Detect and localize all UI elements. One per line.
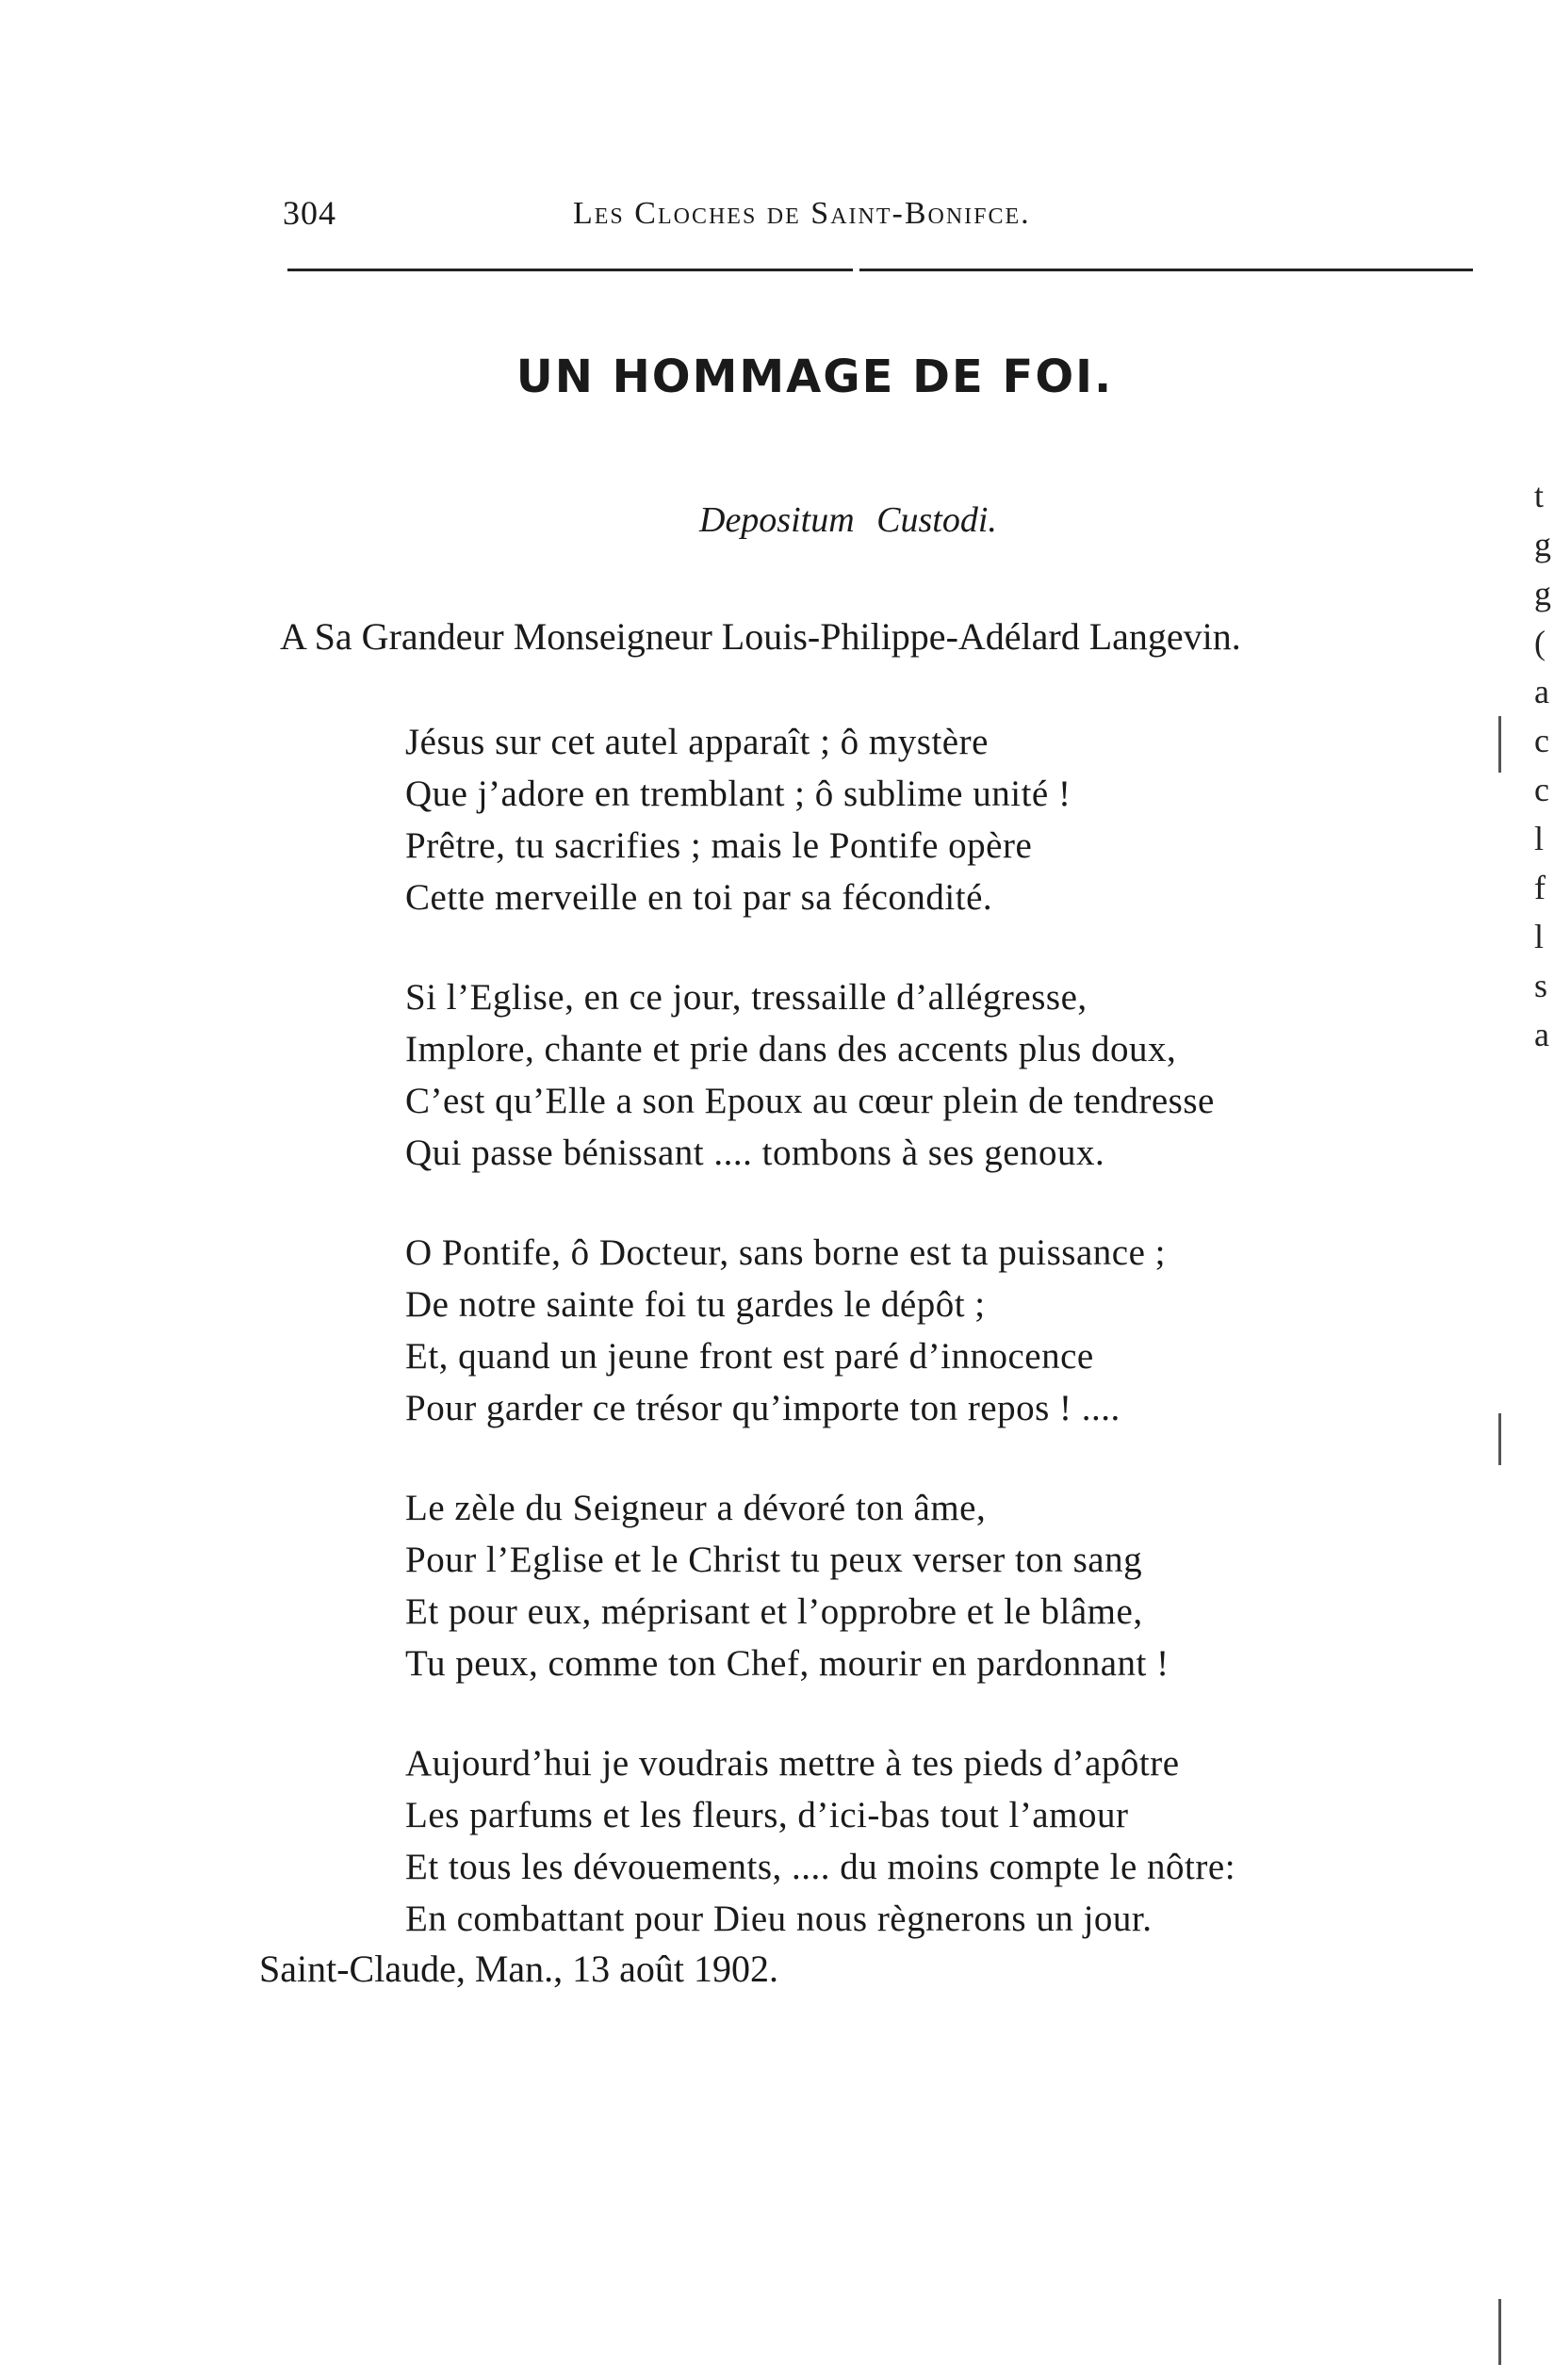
poem-line: Les parfums et les fleurs, d’ici-bas tout l’amour [405, 1795, 1129, 1835]
poem-line: C’est qu’Elle a son Epoux au cœur plein de tendresse [405, 1081, 1215, 1121]
bleed-glyph: c [1534, 722, 1549, 759]
bleed-glyph: l [1534, 820, 1545, 857]
poem-line: Cette merveille en toi par sa fécondité. [405, 877, 993, 918]
poem-line: Aujourd’hui je voudrais mettre à tes pieds d’apôtre [405, 1743, 1180, 1784]
bleed-glyph: g [1534, 575, 1551, 612]
poem-line: Le zèle du Seigneur a dévoré ton âme, [405, 1488, 987, 1528]
bleed-glyph: a [1534, 1016, 1549, 1053]
bleed-glyph: a [1534, 673, 1549, 710]
poem-line: Si l’Eglise, en ce jour, tressaille d’allégresse, [405, 977, 1088, 1018]
header-rule [287, 269, 1473, 271]
stanza-3 [405, 1227, 1480, 1434]
poem-body [405, 716, 1480, 1993]
poem-line: En combattant pour Dieu nous règnerons un jour. [405, 1899, 1153, 1939]
poem-line: Et pour eux, méprisant et l’opprobre et le blâme, [405, 1591, 1143, 1632]
poem-line: O Pontife, ô Docteur, sans borne est ta puissance ; [405, 1232, 1167, 1273]
bleed-glyph: g [1534, 526, 1551, 563]
epigraph: Depositum Custodi. [699, 500, 997, 540]
stanza-1 [405, 716, 1480, 923]
poem-line: Pour l’Eglise et le Christ tu peux verser ton sang [405, 1540, 1143, 1580]
bleed-glyph: l [1534, 918, 1545, 955]
poem-line: Que j’adore en tremblant ; ô sublime unité ! [405, 774, 1071, 814]
gutter-mark [1498, 1413, 1501, 1465]
bleed-glyph: c [1534, 771, 1549, 808]
poem-line: Et tous les dévouements, .... du moins compte le nôtre: [405, 1847, 1236, 1887]
poem-line: Et, quand un jeune front est paré d’innocence [405, 1336, 1094, 1377]
bleed-glyph: f [1534, 869, 1546, 906]
poem-title: UN HOMMAGE DE FOI. [515, 350, 1114, 403]
stanza-5 [405, 1737, 1480, 1945]
running-head: Les Cloches de Saint-Bonifce. [573, 196, 1031, 231]
poem-line: Implore, chante et prie dans des accents plus doux, [405, 1029, 1177, 1069]
gutter-mark [1498, 2299, 1501, 2365]
stanza-4 [405, 1482, 1480, 1689]
poem-line: Prêtre, tu sacrifies ; mais le Pontife opère [405, 825, 1033, 866]
header-rule-gap [853, 268, 859, 273]
bleed-glyph: s [1534, 967, 1548, 1004]
gutter-mark [1498, 716, 1501, 773]
page-number: 304 [283, 194, 336, 232]
poem-line: Pour garder ce trésor qu’importe ton repos ! .... [405, 1388, 1121, 1428]
signature-dateline: Saint-Claude, Man., 13 août 1902. [259, 1948, 779, 1990]
poem-line: Qui passe bénissant .... tombons à ses genoux. [405, 1133, 1105, 1173]
poem-line: De notre sainte foi tu gardes le dépôt ; [405, 1284, 986, 1325]
bleed-glyph: t [1534, 477, 1545, 514]
poem-line: Jésus sur cet autel apparaît ; ô mystère [405, 722, 989, 762]
facing-page-bleed [1534, 471, 1554, 1059]
poem-line: Tu peux, comme ton Chef, mourir en pardonnant ! [405, 1643, 1170, 1684]
bleed-glyph: ( [1534, 624, 1546, 661]
stanza-2 [405, 971, 1480, 1179]
dedication: A Sa Grandeur Monseigneur Louis-Philippe-Adélard Langevin. [280, 615, 1241, 658]
